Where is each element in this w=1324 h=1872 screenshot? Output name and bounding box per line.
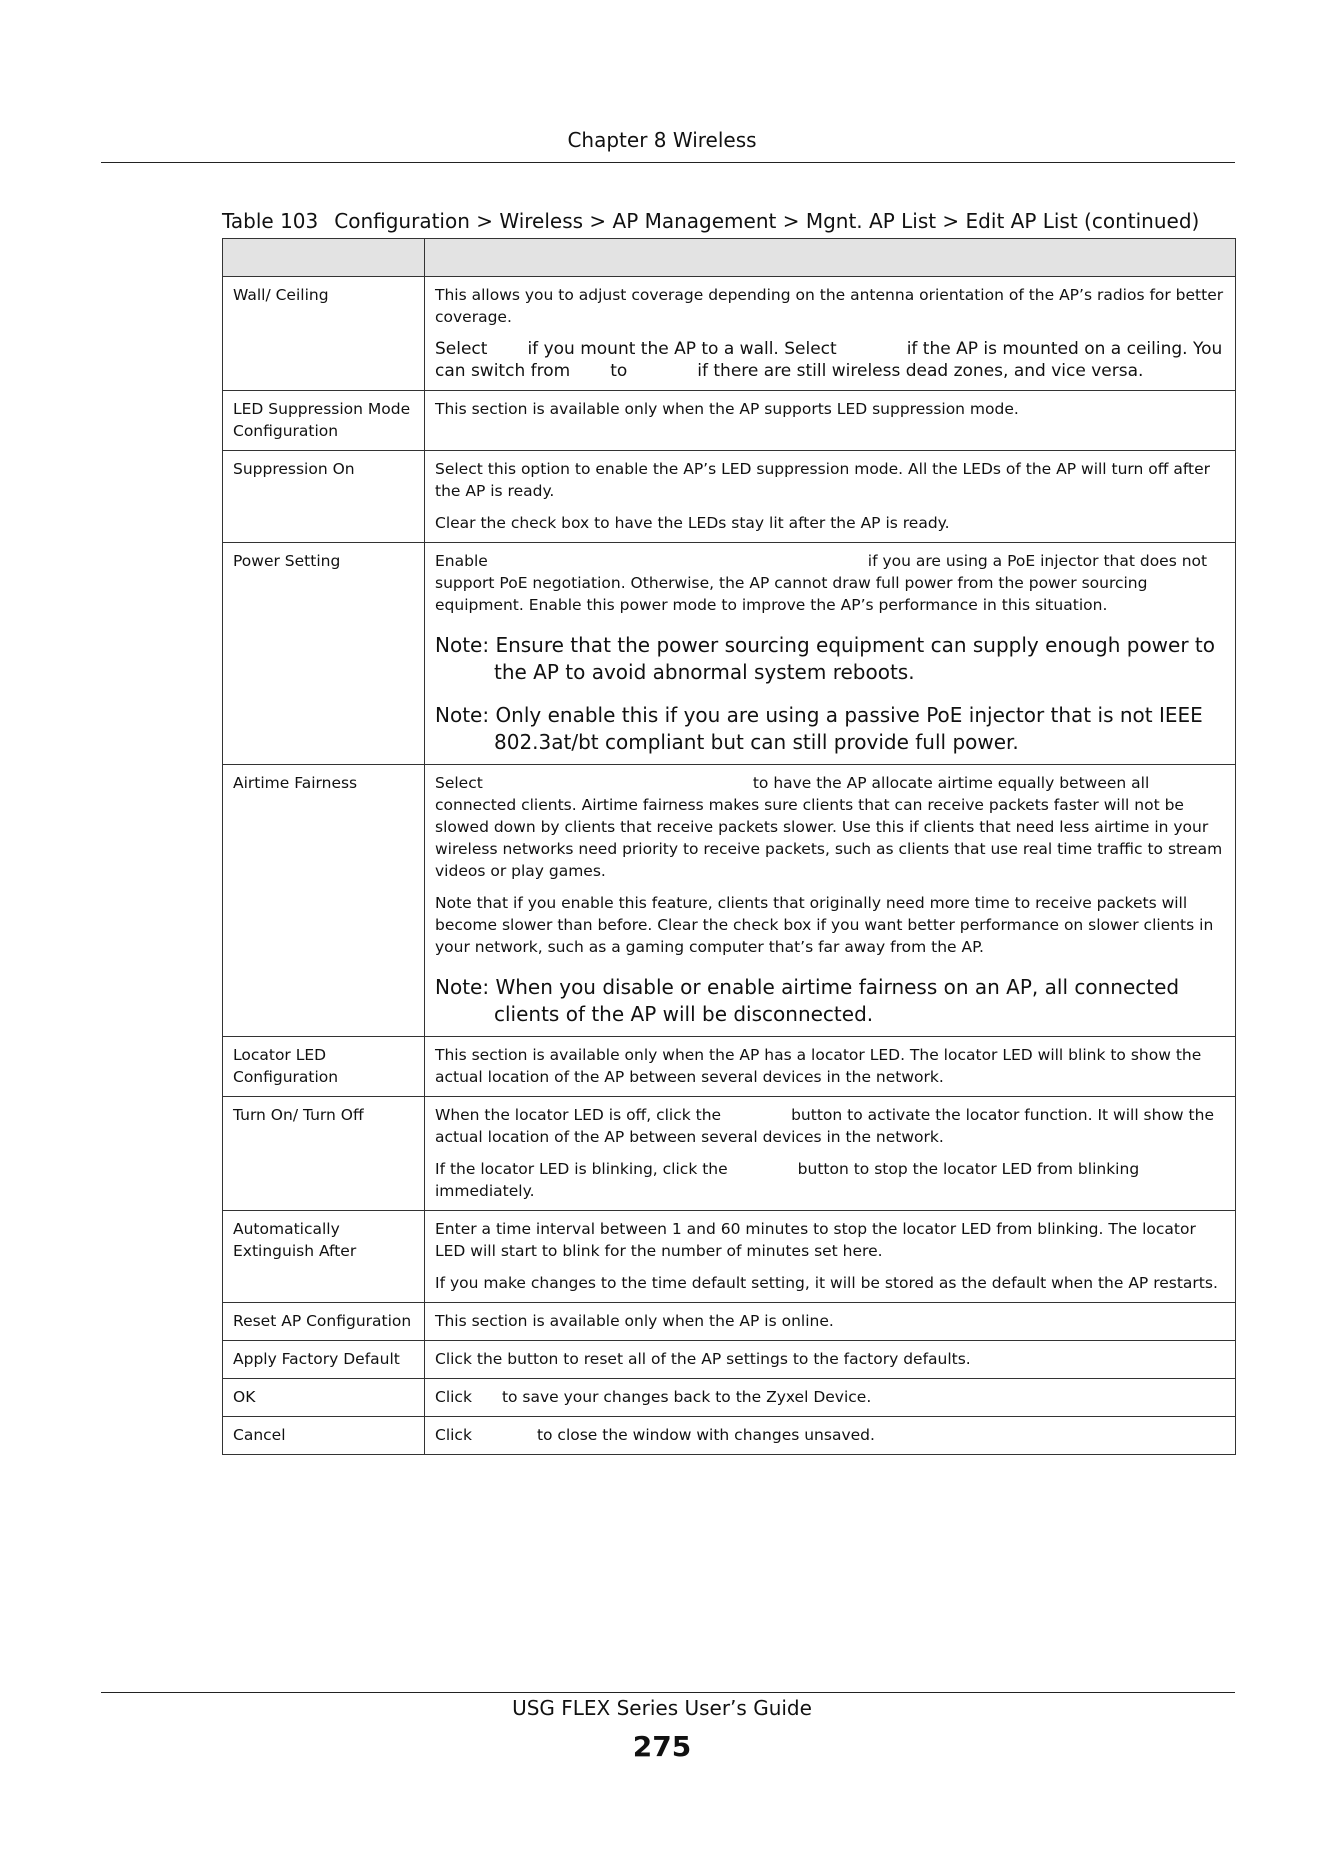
table-row: [223, 1341, 1236, 1379]
row-description: [425, 391, 1236, 451]
paragraph: Click to close the window with changes unsaved.: [435, 1426, 875, 1444]
table-row: [223, 277, 1236, 391]
header-divider: [101, 162, 1235, 163]
table-header-row: [223, 239, 1236, 277]
table-row: [223, 451, 1236, 543]
row-label: Cancel: [223, 1417, 425, 1455]
row-description: [425, 451, 1236, 543]
paragraph: If the locator LED is blinking, click the button to stop the locator LED from blinking immediately.: [435, 1160, 1140, 1200]
row-description: [425, 1303, 1236, 1341]
paragraph: This section is available only when the AP is online.: [435, 1312, 834, 1330]
chapter-header: Chapter 8 Wireless: [567, 128, 757, 152]
row-description: [425, 1417, 1236, 1455]
row-description: [425, 765, 1236, 1037]
table-row: [223, 1417, 1236, 1455]
paragraph: This allows you to adjust coverage depending on the antenna orientation of the AP’s radios for better coverage.: [435, 286, 1224, 326]
paragraph: Click the button to reset all of the AP settings to the factory defaults.: [435, 1350, 971, 1368]
paragraph: Select if you mount the AP to a wall. Select if the AP is mounted on a ceiling. You can switch from to if there are still wireless dead zones, and vice versa.: [435, 339, 1223, 381]
paragraph: Select to have the AP allocate airtime equally between all connected clients. Airtime fairness makes sure clients that can receive packets faster will not be slowed down by clients that receive packets slower. Use this if clients that need less airtime in your wireless networks need priority to receive packets, such as clients that use real time traffic to stream videos or play games.: [435, 774, 1223, 880]
page-number: 275: [632, 1730, 692, 1763]
table-row: [223, 765, 1236, 1037]
footer-guide-title: USG FLEX Series User’s Guide: [512, 1696, 812, 1720]
paragraph: This section is available only when the AP has a locator LED. The locator LED will blink to show the actual location of the AP between several devices in the network.: [435, 1046, 1202, 1086]
row-description: [425, 1211, 1236, 1303]
table-row: [223, 1379, 1236, 1417]
paragraph: When the locator LED is off, click the button to activate the locator function. It will show the actual location of the AP between several devices in the network.: [435, 1106, 1214, 1146]
row-description: [425, 1097, 1236, 1211]
row-label: Locator LED Configuration: [223, 1037, 425, 1097]
paragraph: Click to save your changes back to the Zyxel Device.: [435, 1388, 872, 1406]
table-row: [223, 1303, 1236, 1341]
table-number: Table 103: [222, 209, 319, 233]
row-label: Reset AP Configuration: [223, 1303, 425, 1341]
row-label: Suppression On: [223, 451, 425, 543]
row-label: OK: [223, 1379, 425, 1417]
note: Note: Only enable this if you are using a passive PoE injector that is not IEEE 802.3at/bt compliant but can still provide full power.: [435, 703, 1203, 754]
row-description: [425, 1037, 1236, 1097]
paragraph: If you make changes to the time default setting, it will be stored as the default when the AP restarts.: [435, 1274, 1218, 1292]
table-caption: [222, 209, 1199, 233]
row-label: Airtime Fairness: [223, 765, 425, 1037]
row-label: Power Setting: [223, 543, 425, 765]
paragraph: This section is available only when the AP supports LED suppression mode.: [435, 400, 1019, 418]
row-description: [425, 277, 1236, 391]
table-row: [223, 1211, 1236, 1303]
table-row: [223, 1097, 1236, 1211]
row-description: [425, 543, 1236, 765]
row-description: [425, 1379, 1236, 1417]
table-row: [223, 1037, 1236, 1097]
paragraph: Enter a time interval between 1 and 60 minutes to stop the locator LED from blinking. The locator LED will start to blink for the number of minutes set here.: [435, 1220, 1196, 1260]
row-label: Automatically Extinguish After: [223, 1211, 425, 1303]
paragraph: Clear the check box to have the LEDs stay lit after the AP is ready.: [435, 514, 950, 532]
row-label: Wall/ Ceiling: [223, 277, 425, 391]
note: Note: When you disable or enable airtime fairness on an AP, all connected clients of the AP will be disconnected.: [435, 975, 1180, 1026]
row-label: Apply Factory Default: [223, 1341, 425, 1379]
settings-table: [222, 238, 1236, 1455]
row-label: LED Suppression Mode Configuration: [223, 391, 425, 451]
table-title: Configuration > Wireless > AP Management > Mgnt. AP List > Edit AP List (continued): [334, 209, 1200, 233]
table-row: [223, 543, 1236, 765]
paragraph: Select this option to enable the AP’s LED suppression mode. All the LEDs of the AP will turn off after the AP is ready.: [435, 460, 1211, 500]
footer-divider: [101, 1692, 1235, 1693]
row-label: Turn On/ Turn Off: [223, 1097, 425, 1211]
note: Note: Ensure that the power sourcing equipment can supply enough power to the AP to avoid abnormal system reboots.: [435, 633, 1215, 684]
paragraph: Note that if you enable this feature, clients that originally need more time to receive packets will become slower than before. Clear the check box if you want better performance on slower clients in your network, such as a gaming computer that’s far away from the AP.: [435, 894, 1214, 956]
row-description: [425, 1341, 1236, 1379]
paragraph: Enable if you are using a PoE injector that does not support PoE negotiation. Otherwise, the AP cannot draw full power from the power sourcing equipment. Enable this power mode to improve the AP’s performance in this situation.: [435, 552, 1208, 614]
table-row: [223, 391, 1236, 451]
